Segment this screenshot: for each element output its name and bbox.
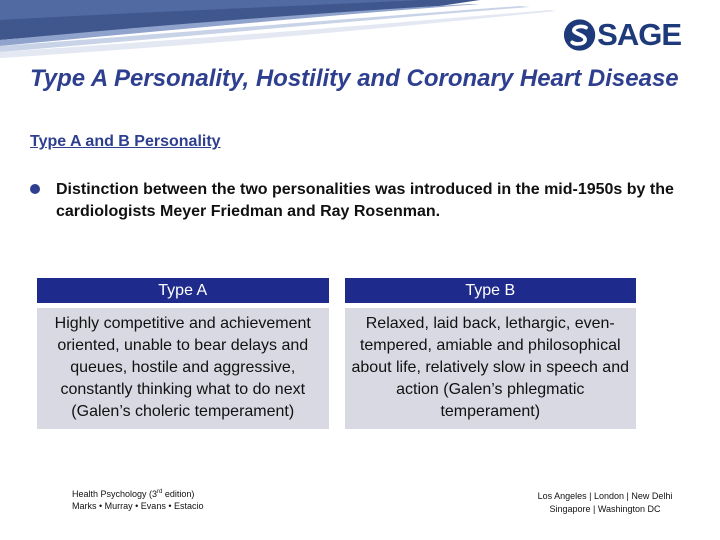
table-row [37,308,636,429]
sage-s-emblem-icon [563,17,596,53]
header-type-b: Type B [345,278,637,303]
cell-type-a-description: Highly competitive and achievement oriented, unable to bear delays and queues, hostile and aggressive, constantly thinking what to do next (Galen’s choleric temperament) [37,308,329,429]
slide-title: Type A Personality, Hostility and Coronary Heart Disease [30,65,679,92]
sage-logo-text: SAGE [597,17,681,52]
footer-locations-line1: Los Angeles | London | New Delhi [537,491,673,501]
bullet-dot-icon [30,184,40,194]
footer-book-title: Health Psychology (3rd edition) [72,489,195,499]
header-swoosh-graphic [0,0,560,60]
personality-comparison-table [21,278,652,429]
cell-type-b-description: Relaxed, laid back, lethargic, even-tempered, amiable and philosophical about life, relatively slow in speech and action (Galen’s phlegmatic temperament) [345,308,637,429]
sage-logo [563,14,681,56]
bullet-item [30,179,700,223]
footer-citation [72,486,203,512]
bullet-text: Distinction between the two personalities was introduced in the mid-1950s by the cardiologists Meyer Friedman and Ray Rosenman. [56,181,674,220]
slide-subtitle: Type A and B Personality [30,133,221,150]
footer-locations-line2: Singapore | Washington DC [549,504,661,514]
footer-authors: Marks • Murray • Evans • Estacio [72,501,204,511]
footer-locations [500,490,710,516]
table-header-row [37,278,636,303]
header-type-a: Type A [37,278,329,303]
